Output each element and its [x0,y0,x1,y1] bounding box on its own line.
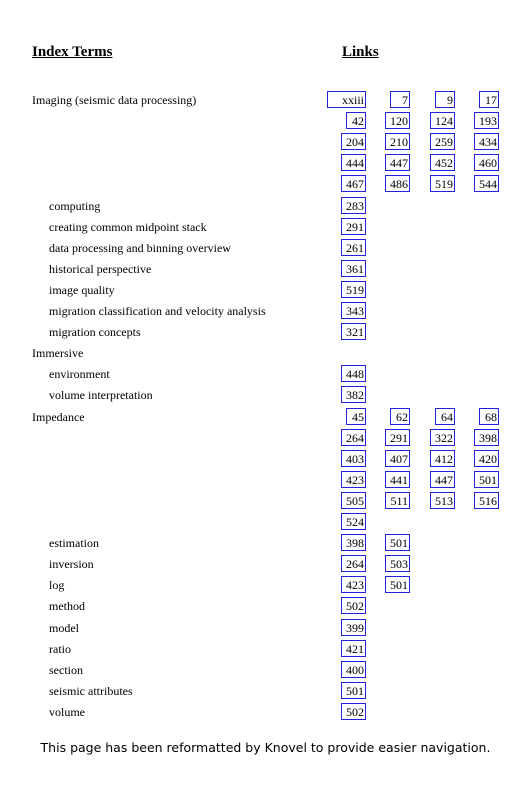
index-subterm: model [49,620,79,635]
index-subterm: ratio [49,641,71,656]
index-subterm: migration concepts [49,325,141,340]
index-subterm: inversion [49,557,94,572]
index-entry [0,280,531,301]
page-link[interactable]: xxiii [327,91,366,108]
index-entry [0,90,531,111]
index-subterm: seismic attributes [49,683,133,698]
page-link[interactable]: 204 [341,133,366,150]
page-link[interactable]: 343 [341,302,366,319]
page-link[interactable]: 447 [385,154,410,171]
index-entry [0,596,531,617]
index-entry [0,575,531,596]
page-link[interactable]: 467 [341,175,366,192]
index-entry [0,196,531,217]
page-link[interactable]: 502 [341,703,366,720]
index-entry-continuation [0,132,531,153]
page-link[interactable]: 361 [341,260,366,277]
index-entry [0,343,531,364]
page-link[interactable]: 519 [341,281,366,298]
page-link[interactable]: 448 [341,365,366,382]
page-link[interactable]: 505 [341,492,366,509]
page-link[interactable]: 264 [341,429,366,446]
page-link[interactable]: 193 [474,112,499,129]
page-link[interactable]: 501 [385,576,410,593]
page-link[interactable]: 452 [430,154,455,171]
page-link[interactable]: 124 [430,112,455,129]
page-link[interactable]: 264 [341,555,366,572]
index-entry-continuation [0,449,531,470]
page-link[interactable]: 321 [341,323,366,340]
index-term: Imaging (seismic data processing) [32,93,197,107]
index-entry-continuation [0,111,531,132]
index-subterm: creating common midpoint stack [49,219,207,234]
page-link[interactable]: 322 [430,429,455,446]
index-entry [0,407,531,428]
page-link[interactable]: 460 [474,154,499,171]
page-link[interactable]: 513 [430,492,455,509]
index-entry [0,301,531,322]
index-subterm: estimation [49,536,99,551]
index-subterm: method [49,599,85,614]
page-link[interactable]: 441 [385,471,410,488]
page-link[interactable]: 64 [435,408,455,425]
page-link[interactable]: 412 [430,450,455,467]
index-entry [0,554,531,575]
page-link[interactable]: 423 [341,471,366,488]
page-link[interactable]: 516 [474,492,499,509]
page-link[interactable]: 68 [479,408,499,425]
page-link[interactable]: 486 [385,175,410,192]
index-entry [0,259,531,280]
index-subterm: data processing and binning overview [49,240,231,255]
page-link[interactable]: 291 [385,429,410,446]
index-entry-continuation [0,428,531,449]
page-link[interactable]: 423 [341,576,366,593]
page-link[interactable]: 421 [341,640,366,657]
index-entry [0,681,531,702]
index-entry [0,660,531,681]
index-term: Immersive [32,346,84,361]
page-link[interactable]: 261 [341,239,366,256]
index-entry [0,533,531,554]
page-link[interactable]: 9 [435,91,455,108]
index-entry [0,217,531,238]
page-link[interactable]: 283 [341,197,366,214]
index-terms-heading: Index Terms [32,44,113,60]
page-link[interactable]: 501 [474,471,499,488]
page-link[interactable]: 400 [341,661,366,678]
index-entry [0,385,531,406]
page-link[interactable]: 399 [341,619,366,636]
page-link[interactable]: 42 [346,112,366,129]
page-link[interactable]: 120 [385,112,410,129]
index-entry-continuation [0,512,531,533]
page-link[interactable]: 398 [474,429,499,446]
index-entry [0,238,531,259]
footer-note: This page has been reformatted by Knovel to provide easier navigation. [40,740,491,755]
page-link[interactable]: 501 [341,682,366,699]
page-link[interactable]: 398 [341,534,366,551]
index-entry-continuation [0,491,531,512]
index-entry [0,639,531,660]
index-subterm: volume interpretation [49,388,153,403]
page-link[interactable]: 382 [341,386,366,403]
index-term: Impedance [32,409,85,424]
page-link[interactable]: 502 [341,597,366,614]
index-entry [0,618,531,639]
index-subterm: section [49,662,83,677]
page-link[interactable]: 62 [390,408,410,425]
page-link[interactable]: 210 [385,133,410,150]
index-subterm: image quality [49,282,115,297]
page-link[interactable]: 524 [341,513,366,530]
page-link[interactable]: 501 [385,534,410,551]
page-link[interactable]: 45 [346,408,366,425]
index-entry-continuation [0,153,531,174]
index-entry [0,702,531,723]
page-link[interactable]: 519 [430,175,455,192]
page-link[interactable]: 511 [385,492,410,509]
page-link[interactable]: 447 [430,471,455,488]
index-entry-continuation [0,470,531,491]
page-link[interactable]: 434 [474,133,499,150]
page-link[interactable]: 403 [341,450,366,467]
page-link[interactable]: 291 [341,218,366,235]
page-link[interactable]: 259 [430,133,455,150]
page-link[interactable]: 420 [474,450,499,467]
index-entry-continuation [0,174,531,195]
index-subterm: log [49,578,65,593]
page-link[interactable]: 407 [385,450,410,467]
index-subterm: migration classification and velocity analysis [49,304,266,318]
page-link[interactable]: 503 [385,555,410,572]
page-link[interactable]: 7 [390,91,410,108]
page-link[interactable]: 444 [341,154,366,171]
page-link[interactable]: 544 [474,175,499,192]
index-entry [0,322,531,343]
index-subterm: environment [49,367,110,382]
index-subterm: computing [49,198,101,213]
index-subterm: volume [49,704,85,719]
index-subterm: historical perspective [49,261,152,276]
page-link[interactable]: 17 [479,91,499,108]
links-heading: Links [342,44,379,60]
index-entry [0,364,531,385]
